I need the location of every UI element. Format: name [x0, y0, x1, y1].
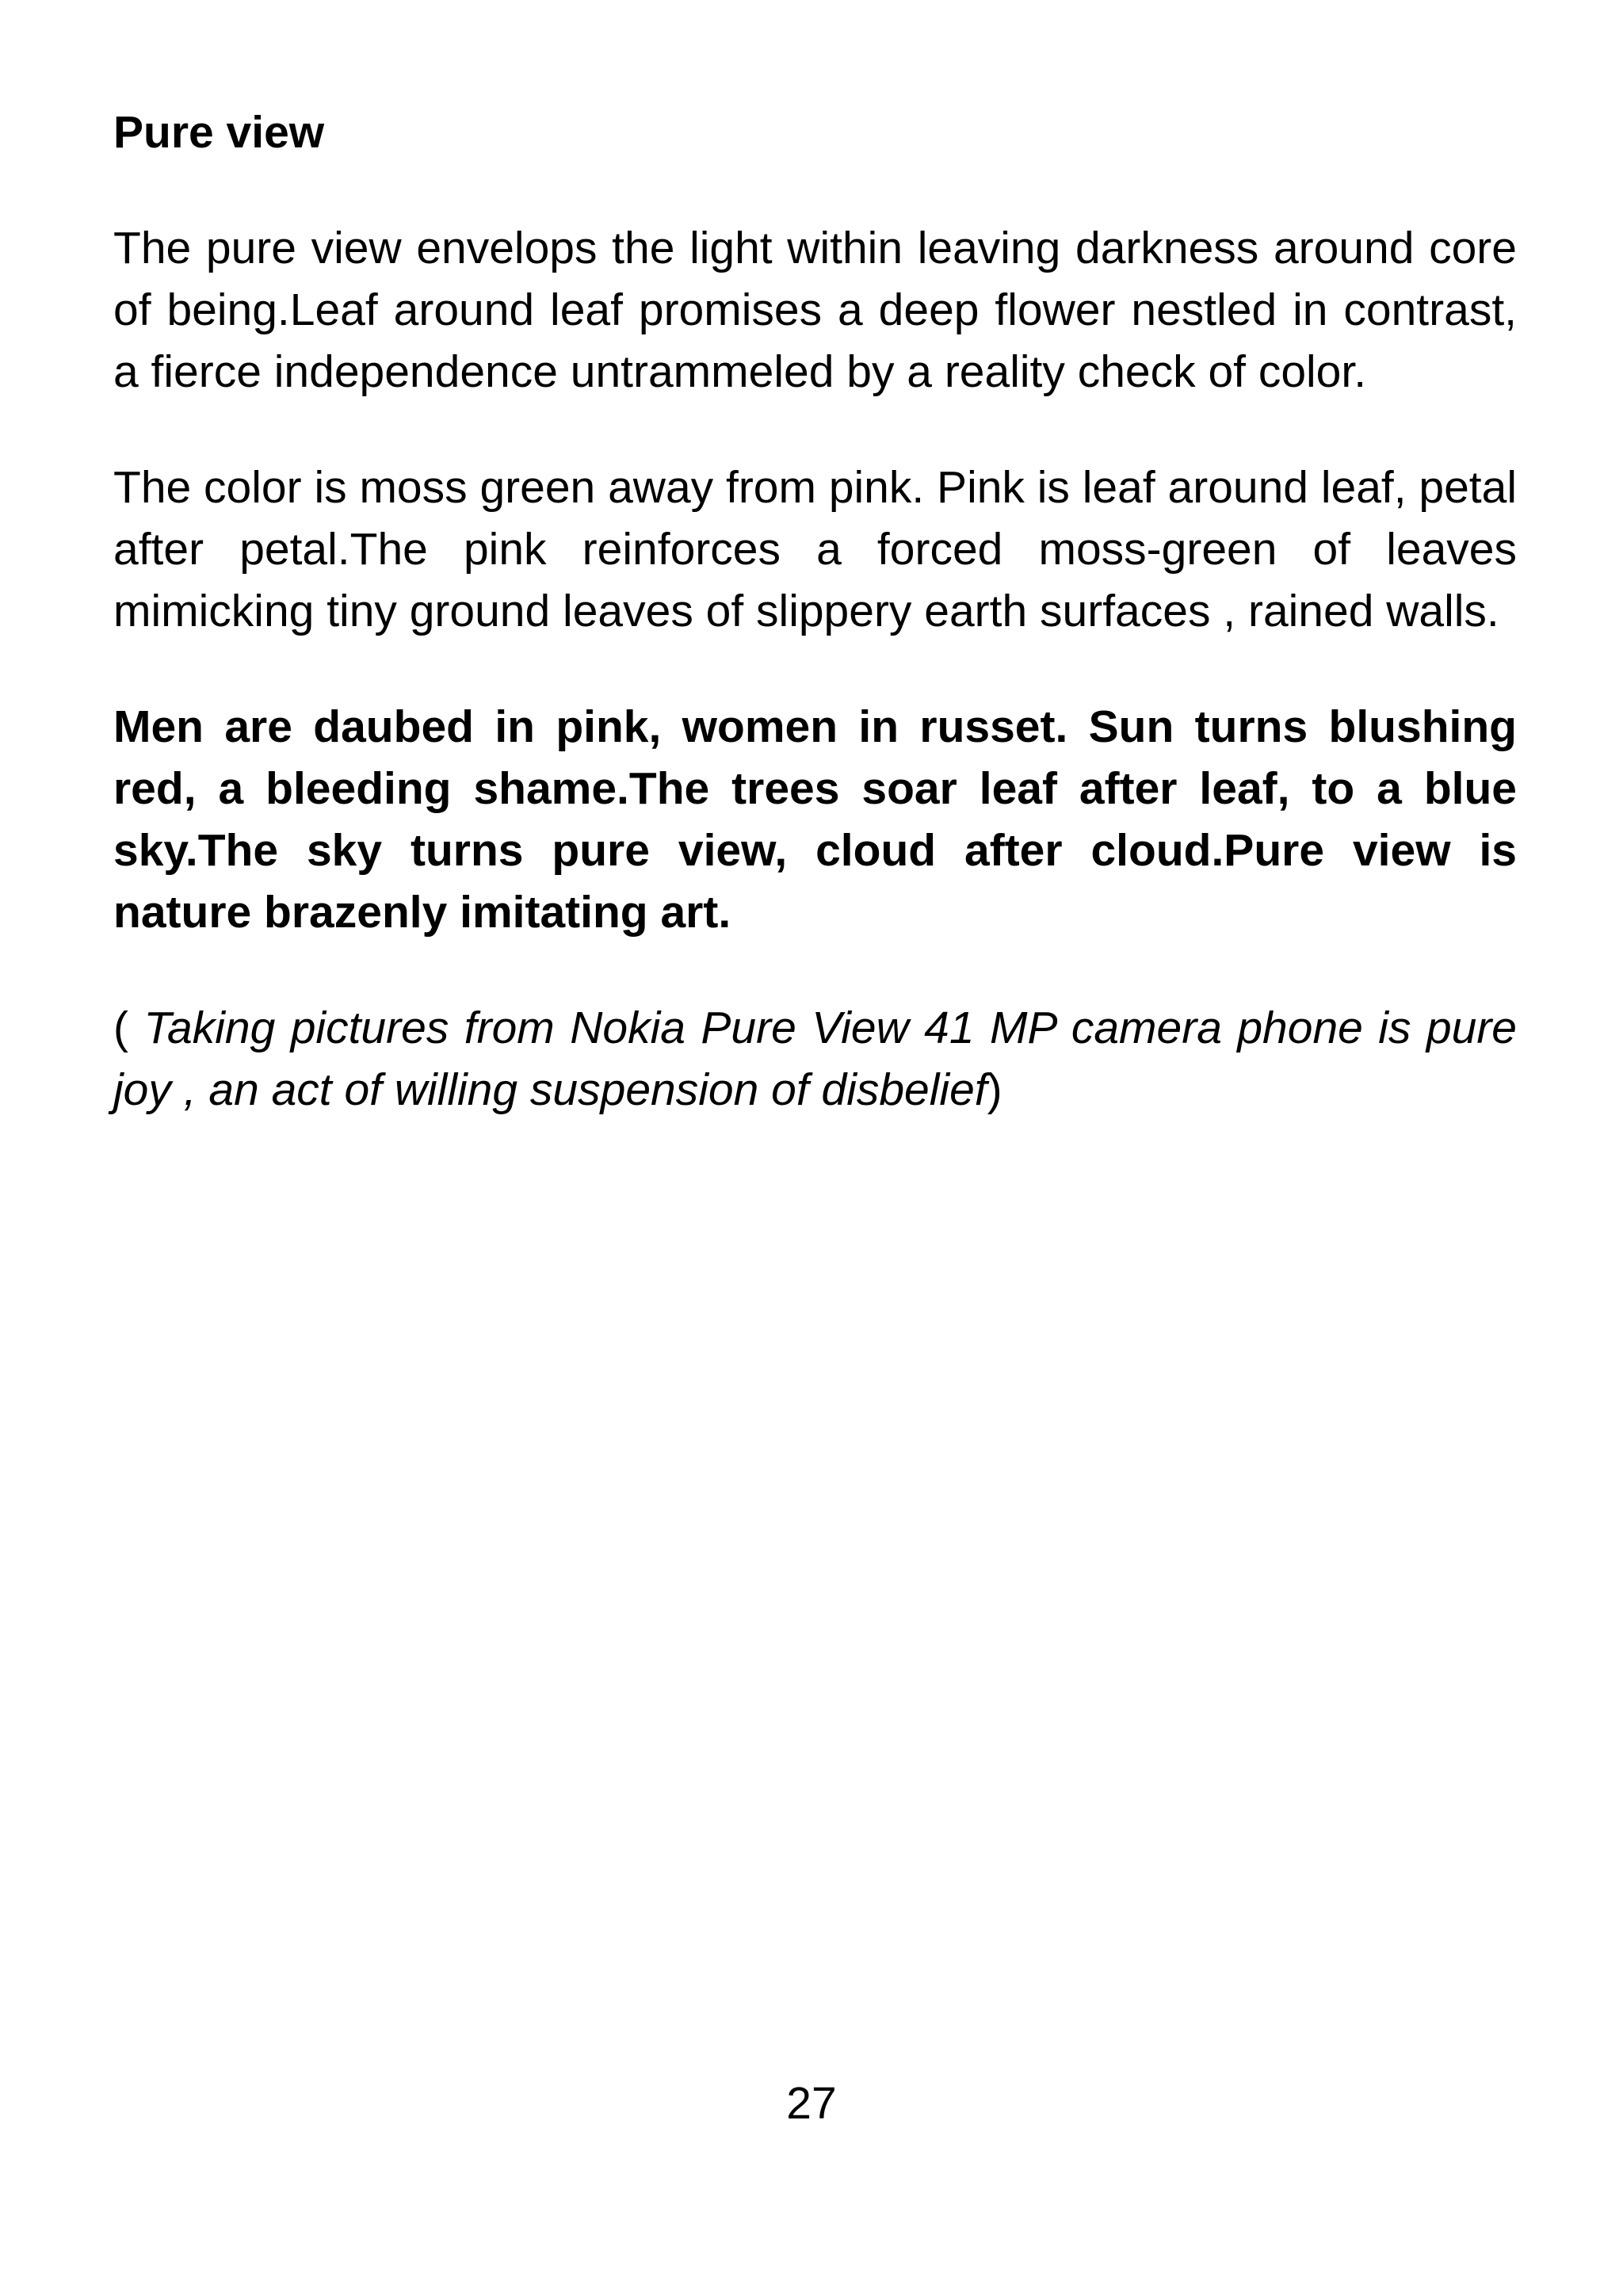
page-title: Pure view	[113, 107, 325, 158]
paragraph-1: The pure view envelops the light within leaving darkness around core of being.Leaf around leaf promises a deep flower nestled in contrast, a fierce independence untrammeled by a reality check of color.	[113, 223, 1517, 397]
paragraph-2: The color is moss green away from pink. Pink is leaf around leaf, petal after petal.The pink reinforces a forced moss-green of leaves mimicking tiny ground leaves of slippery earth surfaces , rained walls.	[113, 462, 1518, 636]
page-number: 27	[786, 2078, 837, 2129]
closing-note	[113, 997, 1517, 1121]
page-content	[113, 101, 1517, 1175]
note-open-paren: (	[113, 1003, 144, 1053]
paragraph-3-bold: Men are daubed in pink, women in russet. Sun turns blushing red, a bleeding shame.The trees soar leaf after leaf, to a blue sky.The sky turns pure view, cloud after cloud.Pure view is nature brazenly imitating art.	[113, 701, 1517, 938]
note-italic-text: Taking pictures from Nokia Pure View 41 MP camera phone is pure joy , an act of willing suspension of disbelief	[113, 1003, 1517, 1115]
note-close-paren: )	[987, 1064, 1002, 1115]
